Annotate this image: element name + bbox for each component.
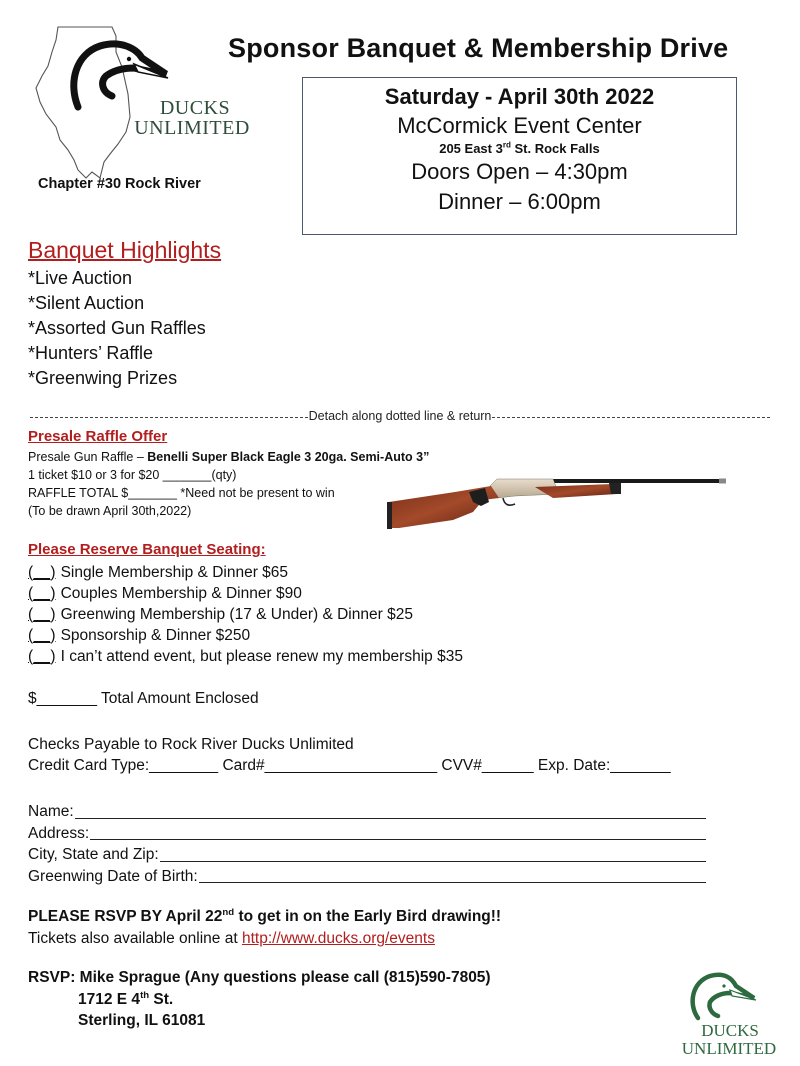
contact-form — [28, 801, 706, 887]
address-field[interactable]: Address: — [28, 823, 706, 845]
dotted-divider — [492, 417, 770, 418]
name-field[interactable]: Name: — [28, 801, 706, 823]
seating-option[interactable]: (__) Couples Membership & Dinner $90 — [28, 585, 302, 602]
highlight-item: *Hunters’ Raffle — [28, 343, 154, 363]
seating-options — [28, 562, 463, 667]
highlights-list — [28, 266, 206, 391]
payment-section — [28, 734, 671, 776]
greenwing-dob-field[interactable]: Greenwing Date of Birth: — [28, 866, 706, 888]
tickets-online: Tickets also available online at http://www.ducks.org/events — [28, 930, 435, 947]
event-details-box — [302, 77, 737, 235]
checkbox-blank[interactable]: (__) — [28, 564, 56, 581]
rsvp-city: Sterling, IL 61081 — [78, 1012, 206, 1029]
chapter-name: Chapter #30 Rock River — [38, 176, 201, 192]
total-amount-field[interactable]: $_______ Total Amount Enclosed — [28, 690, 259, 707]
checkbox-blank[interactable]: (__) — [28, 627, 56, 644]
svg-text:Ducks: Ducks — [701, 1021, 759, 1040]
illinois-duck-logo-icon — [30, 22, 250, 182]
checkbox-blank[interactable]: (__) — [28, 648, 56, 665]
checks-payable: Checks Payable to Rock River Ducks Unlimited — [28, 736, 354, 753]
seating-option[interactable]: (__) I can’t attend event, but please renew my membership $35 — [28, 648, 463, 665]
page-title: Sponsor Banquet & Membership Drive — [228, 33, 729, 63]
raffle-details — [28, 448, 429, 520]
highlights-heading: Banquet Highlights — [28, 237, 222, 263]
ducks-unlimited-logo — [30, 22, 250, 182]
checkbox-blank[interactable]: (__) — [28, 585, 56, 602]
ducks-unlimited-logo-bottom — [670, 966, 788, 1058]
rsvp-deadline: PLEASE RSVP BY April 22nd to get in on the Early Bird drawing!! — [28, 906, 502, 925]
highlight-item: *Live Auction — [28, 268, 133, 288]
raffle-ticket-price[interactable]: 1 ticket $10 or 3 for $20 _______(qty) — [28, 468, 237, 482]
rsvp-name-phone: RSVP: Mike Sprague (Any questions please call (815)590-7805) — [28, 969, 491, 986]
shotgun-icon — [385, 470, 730, 530]
seating-option[interactable]: (__) Sponsorship & Dinner $250 — [28, 627, 251, 644]
raffle-total[interactable]: RAFFLE TOTAL $_______ *Need not be present to win — [28, 486, 335, 500]
raffle-draw-date: (To be drawn April 30th,2022) — [28, 504, 192, 518]
credit-card-fields[interactable]: Credit Card Type:________ Card#____________________ CVV#______ Exp. Date:_______ — [28, 757, 671, 774]
event-dinner-time: Dinner – 6:00pm — [438, 189, 601, 214]
event-date: Saturday - April 30th 2022 — [384, 84, 655, 109]
dotted-divider — [30, 417, 308, 418]
seating-heading: Please Reserve Banquet Seating: — [28, 541, 266, 558]
raffle-heading: Presale Raffle Offer — [28, 428, 168, 445]
seating-option[interactable]: (__) Greenwing Membership (17 & Under) & Dinner $25 — [28, 606, 413, 623]
highlight-item: *Greenwing Prizes — [28, 368, 178, 388]
svg-text:Unlimited: Unlimited — [681, 1039, 777, 1058]
city-state-zip-field[interactable]: City, State and Zip: — [28, 844, 706, 866]
detach-line — [30, 409, 770, 423]
rsvp-contact — [28, 967, 491, 1032]
highlight-item: *Silent Auction — [28, 293, 145, 313]
seating-option[interactable]: (__) Single Membership & Dinner $65 — [28, 564, 289, 581]
svg-text:Ducks: Ducks — [159, 97, 231, 119]
highlight-item: *Assorted Gun Raffles — [28, 318, 206, 338]
svg-text:Unlimited: Unlimited — [134, 117, 250, 139]
checkbox-blank[interactable]: (__) — [28, 606, 56, 623]
events-link[interactable]: http://www.ducks.org/events — [241, 930, 435, 947]
duck-head-icon — [670, 966, 788, 1058]
rsvp-street: 1712 E 4th St. — [78, 989, 174, 1008]
detach-text: Detach along dotted line & return — [308, 409, 492, 423]
event-doors-open: Doors Open – 4:30pm — [411, 159, 628, 184]
event-address: 205 East 3rd St. Rock Falls — [439, 140, 600, 156]
raffle-gun-line: Presale Gun Raffle – Benelli Super Black Eagle 3 20ga. Semi-Auto 3” — [28, 450, 430, 464]
shotgun-image — [385, 470, 730, 530]
event-venue: McCormick Event Center — [397, 113, 642, 138]
